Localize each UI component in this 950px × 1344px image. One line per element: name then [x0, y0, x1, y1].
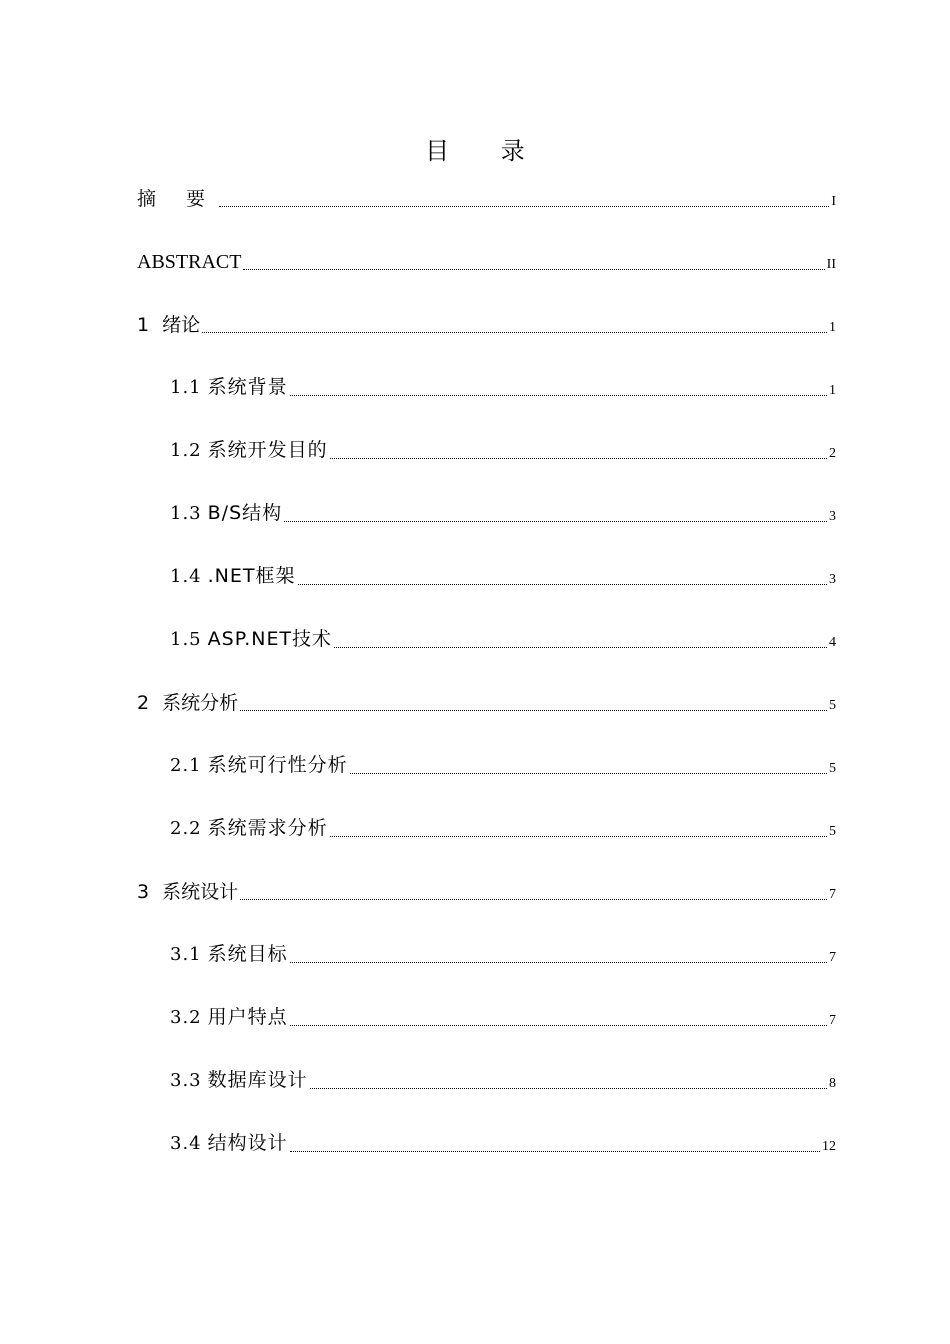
toc-entry-page: I	[831, 194, 836, 209]
dot-leader	[243, 268, 824, 270]
toc-entry-page: 7	[829, 1013, 836, 1028]
toc-entry-page: 3	[829, 509, 836, 524]
toc-entry-title: 系统分析	[162, 692, 239, 714]
toc-entry-section-2-1	[170, 749, 836, 779]
dot-leader	[310, 1087, 827, 1089]
toc-entry-chapter-3	[137, 875, 836, 905]
dot-leader	[240, 709, 827, 711]
toc-entry-number: 1.5	[170, 629, 202, 650]
toc-entry-page: 12	[822, 1139, 836, 1154]
toc-entry-page: 7	[829, 950, 836, 965]
toc-entry-title: 系统需求分析	[207, 817, 328, 839]
toc-entry-abstract-en	[137, 245, 836, 275]
toc-entry-title: 系统背景	[207, 376, 288, 398]
toc-entry-section-1-5	[170, 623, 836, 653]
toc-entry-number: 1.4	[170, 566, 202, 587]
toc-entry-page: 5	[829, 824, 836, 839]
toc-entry-section-3-2	[170, 1001, 836, 1031]
toc-entry-number: 1.3	[170, 503, 202, 524]
toc-entry-title: 摘 要	[137, 188, 218, 210]
toc-entry-title: 用户特点	[207, 1006, 288, 1028]
dot-leader	[290, 394, 827, 396]
dot-leader	[202, 331, 827, 333]
toc-entry-number: 1.2	[170, 440, 202, 461]
toc-entry-page: 3	[829, 572, 836, 587]
toc-entry-title: 系统目标	[207, 943, 288, 965]
toc-entry-section-1-4	[170, 560, 836, 590]
dot-leader	[290, 1150, 820, 1152]
dot-leader	[330, 457, 827, 459]
toc-entry-section-2-2	[170, 812, 836, 842]
toc-entry-number: 2	[137, 692, 151, 714]
toc-entry-title: 绪论	[162, 314, 201, 336]
toc-entry-page: 1	[829, 320, 836, 335]
toc-entry-section-1-3	[170, 497, 836, 527]
toc-entry-section-3-4	[170, 1127, 836, 1157]
toc-entry-page: II	[826, 257, 836, 272]
toc-entry-section-3-3	[170, 1064, 836, 1094]
toc-entry-number: 3.3	[170, 1070, 202, 1091]
toc-entry-number: 3.4	[170, 1133, 202, 1154]
toc-entry-title: ABSTRACT	[137, 251, 242, 273]
toc-entry-title: ASP.NET技术	[207, 628, 333, 650]
dot-leader	[334, 646, 827, 648]
toc-entry-title: 系统可行性分析	[207, 754, 348, 776]
toc-entry-page: 5	[829, 698, 836, 713]
toc-entry-title: 数据库设计	[207, 1069, 308, 1091]
toc-entry-number: 1.1	[170, 377, 202, 398]
toc-entry-number: 2.1	[170, 755, 202, 776]
toc-entry-title: 系统开发目的	[207, 439, 328, 461]
dot-leader	[219, 205, 829, 207]
toc-entry-section-1-2	[170, 434, 836, 464]
dot-leader	[298, 583, 827, 585]
toc-entry-page: 8	[829, 1076, 836, 1091]
toc-entry-page: 7	[829, 887, 836, 902]
toc-entry-section-3-1	[170, 938, 836, 968]
toc-entry-title: .NET框架	[207, 565, 296, 587]
toc-entry-section-1-1	[170, 371, 836, 401]
toc-title: 目 录	[425, 137, 547, 165]
dot-leader	[330, 835, 827, 837]
dot-leader	[290, 1024, 827, 1026]
toc-entry-number: 3.1	[170, 944, 202, 965]
toc-entry-chapter-2	[137, 686, 836, 716]
dot-leader	[284, 520, 827, 522]
toc-entry-page: 2	[829, 446, 836, 461]
toc-entry-number: 2.2	[170, 818, 202, 839]
toc-entry-title: 系统设计	[162, 881, 239, 903]
dot-leader	[290, 961, 827, 963]
dot-leader	[350, 772, 827, 774]
toc-entry-title: B/S结构	[207, 502, 283, 524]
toc-entry-page: 5	[829, 761, 836, 776]
dot-leader	[240, 898, 827, 900]
toc-entry-number: 3.2	[170, 1007, 202, 1028]
toc-entry-chapter-1	[137, 308, 836, 338]
toc-entry-number: 3	[137, 881, 151, 903]
toc-entry-page: 4	[829, 635, 836, 650]
toc-entry-title: 结构设计	[207, 1132, 288, 1154]
toc-entry-page: 1	[829, 383, 836, 398]
toc-entry-number: 1	[137, 314, 151, 336]
toc-entry-abstract-cn	[137, 182, 836, 212]
